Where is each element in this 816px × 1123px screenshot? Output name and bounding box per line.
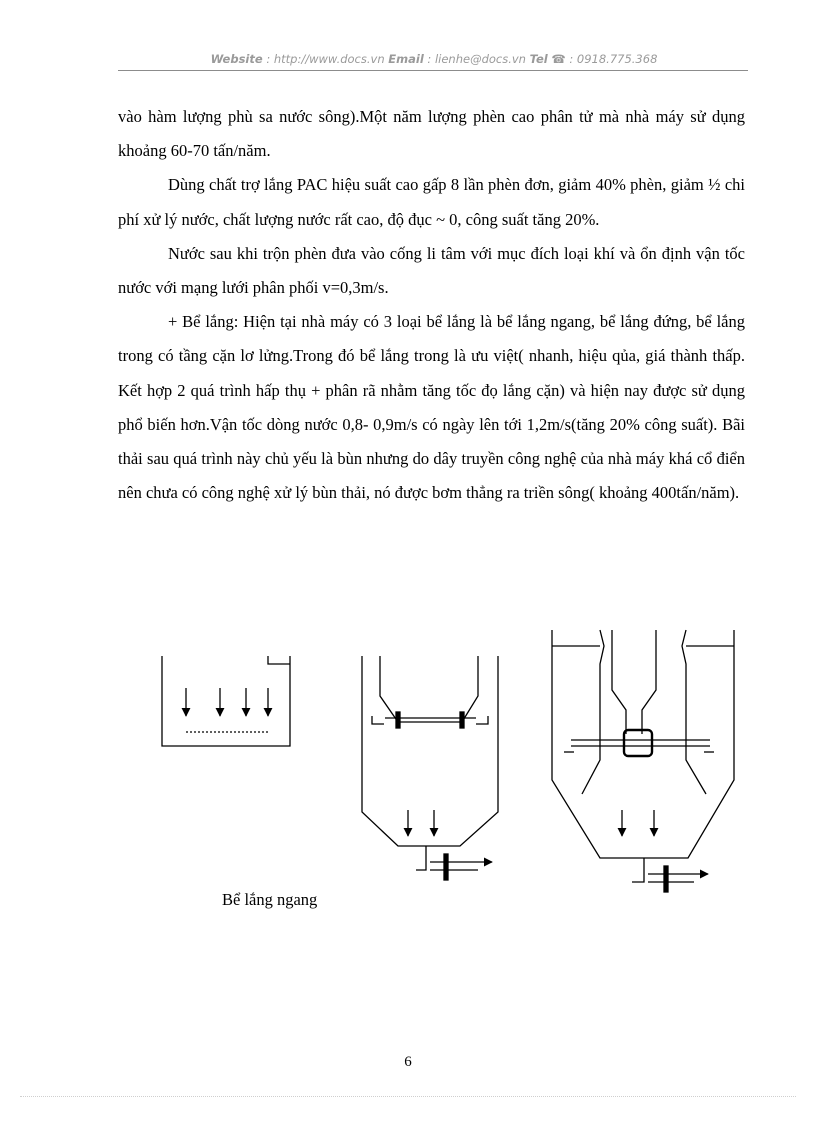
tel-label: Tel [529, 52, 548, 66]
tel-number: : 0918.775.368 [565, 52, 658, 66]
paragraph-3: Nước sau khi trộn phèn đưa vào cống li tâm với mục đích loại khí và ổn định vận tốc nước với mạng lưới phân phối v=0,3m/s. [118, 243, 745, 298]
figure-caption: Bể lắng ngang [222, 890, 318, 909]
header-rule [118, 70, 748, 71]
email-label: Email [388, 52, 424, 66]
footer-rule [20, 1096, 796, 1097]
suspended-sludge-clarifier [552, 630, 734, 892]
page-number: 6 [404, 1054, 412, 1070]
website-label: Website [210, 52, 263, 66]
settling-tanks-diagram [0, 600, 816, 900]
body-text [118, 100, 745, 510]
horizontal-settling-tank [162, 656, 290, 746]
vertical-settling-tank [362, 656, 498, 880]
paragraph-4: + Bể lắng: Hiện tại nhà máy có 3 loại bể lắng là bể lắng ngang, bể lắng đứng, bể lắng trong có tầng cặn lơ lửng.Trong đó bể lắng trong là ưu việt( nhanh, hiệu qủa, giá thành thấp. Kết hợp 2 quá trình hấp thụ + phân rã nhằm tăng tốc đọ lắng cặn) và hiện nay được sử dụng phổ biến hơn.Vận tốc dòng nước 0,8- 0,9m/s có ngày lên tới 1,2m/s(tăng 20% công suất). Bãi thải sau quá trình này chủ yếu là bùn nhưng do dây truyền công nghệ của nhà máy khá cổ điển nên chưa có công nghệ xử lý bùn thải, nó được bơm thẳng ra triền sông( khoảng 400tấn/năm). [118, 312, 745, 503]
email-address[interactable]: : lienhe@docs.vn [423, 52, 530, 66]
page-header [120, 52, 748, 66]
paragraph-1: vào hàm lượng phù sa nước sông).Một năm lượng phèn cao phân tử mà nhà máy sử dụng khoảng 60-70 tấn/năm. [118, 107, 745, 161]
paragraph-2: Dùng chất trợ lắng PAC hiệu suất cao gấp 8 lần phèn đơn, giảm 40% phèn, giảm ½ chi phí xử lý nước, chất lượng nước rất cao, độ đục ~ 0, công suất tăng 20%. [118, 175, 745, 229]
website-url[interactable]: : http://www.docs.vn [262, 52, 389, 66]
phone-icon: ☎ [551, 52, 566, 66]
